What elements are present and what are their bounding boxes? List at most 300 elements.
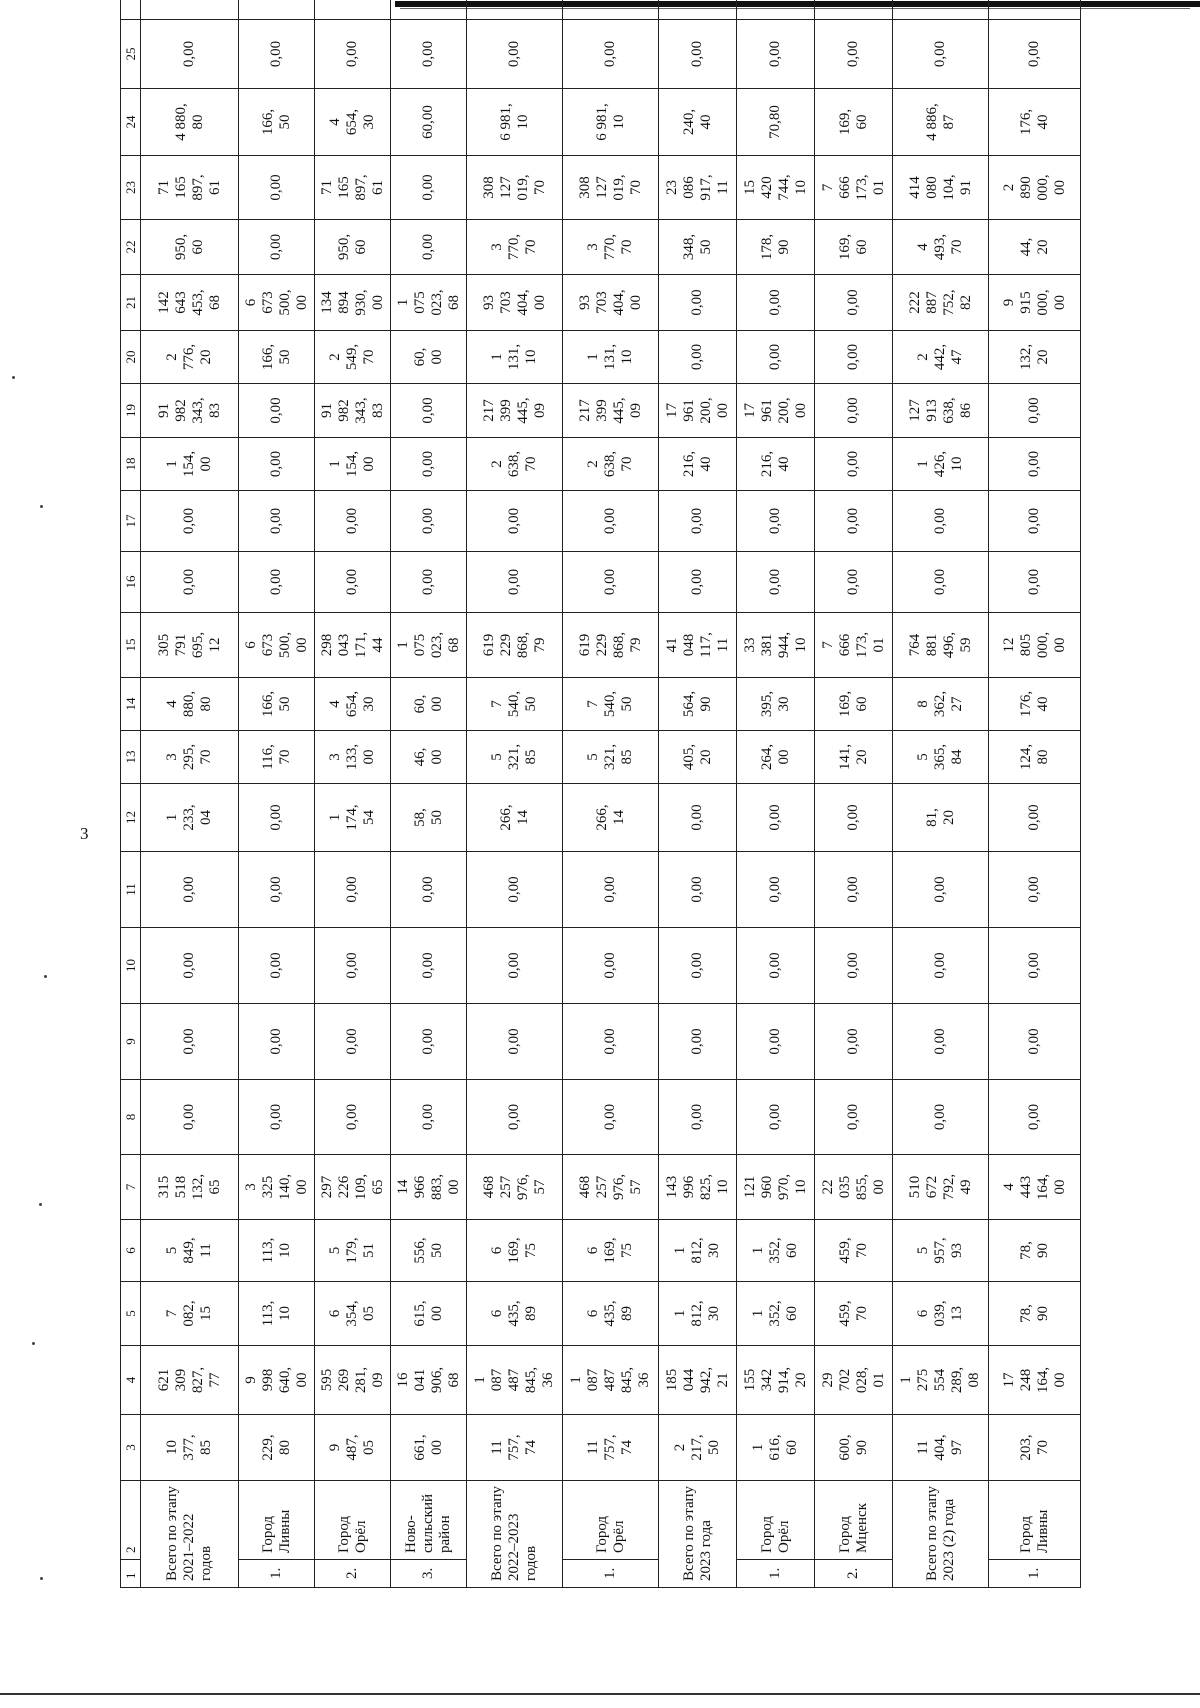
cell-line: 29 [819,1372,836,1388]
cell-line: 200, [775,397,792,424]
table-cell [737,1415,815,1481]
cell-line: 1 [672,1246,688,1255]
cell-line: 40 [697,114,714,130]
cell-line: 30 [706,1243,722,1258]
cell-line: 0,00 [344,1103,360,1131]
cell-line: 880, [181,690,197,718]
cell-line: 20 [853,749,870,765]
table-cell [239,1346,315,1415]
cell-line: 043 [335,633,352,657]
table-cell [391,275,467,331]
cell-line: 269 [335,1368,352,1392]
cell-line: 4 [164,700,180,708]
cell-line: 1 [915,460,931,468]
column-header: 19 [121,384,141,438]
cell-line: 0,00 [420,1103,436,1131]
cell-line: 14 [394,1179,411,1195]
cell-line [181,0,198,18]
table-cell [989,1155,1081,1220]
table-cell [467,156,563,220]
cell-line: 30 [361,696,377,712]
scan-speck [12,376,15,379]
cell-line: 0,00 [602,568,618,596]
table-cell [815,1080,893,1155]
cell-line: 40 [1034,696,1051,712]
cell-line: 4 [327,700,343,708]
table-cell [141,156,239,220]
table-cell [893,678,989,731]
cell-line: 173, [853,631,870,659]
cell-line: 0,00 [344,952,360,979]
table-cell [815,20,893,89]
cell-line: 81, [923,808,940,827]
table-cell [815,1155,893,1220]
cell-line: 266, [497,804,514,831]
cell-line: 868, [514,631,531,659]
cell-line: 90 [853,1440,870,1455]
cell-line: 0,00 [932,952,948,979]
cell-line: 996 [680,1175,697,1199]
cell-line: 640, [276,1366,293,1394]
table-cell [141,220,239,275]
cell-line: 0,00 [845,804,861,831]
table-cell [989,613,1081,678]
cell-line: 289, [949,1366,965,1394]
cell-line: 3 [489,243,505,251]
cell-line: 70 [198,749,214,765]
cell-line: 404, [514,289,531,316]
cell-line: 117, [697,632,714,658]
row-number: 3. [391,1560,467,1588]
table-cell [239,1155,315,1220]
table-cell [467,89,563,156]
cell-line: 10 [276,1306,293,1321]
cell-line: 00 [775,749,792,765]
table-cell [659,1220,737,1282]
table-row [391,0,467,1588]
cell-line: 50 [428,810,445,825]
cell-line: 295, [181,743,197,771]
table-cell [563,0,659,20]
cell-line: 0,00 [420,876,436,903]
table-cell [391,928,467,1004]
row-number: 1. [239,1560,315,1588]
table-cell [737,89,815,156]
cell-line: 4 [915,243,931,251]
cell-line: 90 [1034,1306,1051,1321]
cell-line: 752, [940,289,957,316]
cell-line: 435, [602,1300,618,1327]
table-cell [989,731,1081,784]
cell-line: 00 [1051,1372,1068,1388]
cell-line: 0,00 [1026,804,1042,831]
table-cell [141,89,239,156]
table-cell [315,1220,391,1282]
table-cell [141,731,239,784]
table-cell [467,1220,563,1282]
cell-line: 0,00 [268,507,284,535]
table-cell [563,220,659,275]
cell-line: 164, [1034,1366,1051,1394]
cell-line: 487 [602,1368,618,1392]
cell-line: 71 [155,180,172,195]
cell-line: 792, [940,1173,957,1201]
cell-line: 70 [853,1243,870,1258]
cell-line: 09 [627,403,644,418]
cell-line: 36 [540,1372,556,1388]
cell-line: 165 [172,176,189,199]
cell-line: 10 [619,349,635,365]
cell-line: 10 [276,1243,293,1258]
cell-line: 08 [966,1372,982,1388]
table-cell [659,613,737,678]
cell-line: 70 [523,456,539,472]
cell-line: 10 [514,114,531,130]
table-cell [467,491,563,552]
table-cell [563,784,659,852]
cell-line: 6 [915,1309,931,1318]
cell-line: 00 [428,349,445,365]
column-header: 3 [121,1415,141,1481]
cell-line: 643 [172,291,189,314]
cell-line: 0,00 [1026,952,1042,979]
cell-line: 75 [523,1243,539,1258]
cell-line: 0,00 [602,952,618,979]
cell-line: 343, [352,397,369,424]
cell-line: 621 [155,1368,172,1392]
cell-line: 849, [181,1237,197,1264]
cell-line: 10 [523,349,539,365]
cell-line: 445, [610,397,627,424]
cell-line: 68 [445,637,462,653]
table-cell [815,1415,893,1481]
cell-line: 776, [181,343,197,371]
table-cell [391,1155,467,1220]
cell-line: 961 [680,399,697,422]
cell-line: 845, [619,1366,635,1394]
cell-line: 887 [923,291,940,314]
table-cell [391,731,467,784]
cell-line: 0,00 [420,568,436,596]
cell-line: 600, [836,1434,853,1461]
cell-line: 2 [672,1443,688,1452]
table-cell [315,1004,391,1080]
cell-line: 308 [576,176,593,199]
table-cell [315,1080,391,1155]
cell-line: 0,00 [689,289,705,316]
table-cell [989,220,1081,275]
row-label: Город Ливны [239,1481,315,1560]
table-cell [563,491,659,552]
table-cell [989,438,1081,491]
cell-line: 109, [352,1173,369,1201]
row-label: Город Ливны [989,1481,1081,1560]
table-cell [391,852,467,928]
table-cell [315,275,391,331]
cell-line: 75 [619,1243,635,1258]
cell-line: 0,00 [181,568,197,596]
table-cell [989,275,1081,331]
table-cell [239,678,315,731]
cell-line: 30 [706,1306,722,1321]
cell-line: 325 [259,1175,276,1199]
cell-line: 00 [1051,180,1068,195]
cell-line: 00 [445,1179,462,1195]
table-cell [141,1220,239,1282]
table-cell [239,731,315,784]
cell-line: 50 [428,1243,445,1258]
cell-line: 133, [344,743,360,771]
cell-line: 961 [758,399,775,422]
cell-line [602,0,619,18]
table-cell [467,275,563,331]
table-cell [893,1004,989,1080]
cell-line: 248 [1017,1368,1034,1392]
table-cell [989,678,1081,731]
cell-line: 51 [361,1243,377,1258]
cell-line: 7 [585,700,601,708]
cell-line: 00 [369,295,386,310]
cell-line: 226 [335,1175,352,1199]
cell-line: 404, [932,1434,948,1461]
cell-line: 500, [276,631,293,659]
cell-line: 930, [352,289,369,316]
cell-line: 414 [906,176,923,199]
cell-line: 40 [775,456,792,472]
cell-line: 60 [853,239,870,255]
cell-line: 0,00 [420,507,436,535]
table-cell [467,613,563,678]
table-cell [815,384,893,438]
cell-line: 11 [489,1440,505,1455]
table-row [815,0,893,1588]
table-cell [815,156,893,220]
cell-line: 0,00 [268,952,284,979]
column-header: 17 [121,491,141,552]
table-cell [893,731,989,784]
table-cell [141,491,239,552]
summary-row [659,0,737,1588]
cell-line: 89 [523,1306,539,1321]
cell-line: 20 [697,749,714,765]
table-cell [737,438,815,491]
cell-line: 20 [198,349,214,365]
table-row [239,0,315,1588]
cell-line: 41 [663,637,680,653]
cell-line: 354, [344,1300,360,1327]
row-label: Город Орёл [563,1481,659,1560]
table-cell [737,331,815,384]
cell-line: 93 [480,295,497,310]
column-header: 18 [121,438,141,491]
cell-line: 229 [593,633,610,657]
cell-line: 9 [1000,298,1017,307]
table-cell [815,613,893,678]
cell-line: 178, [758,233,775,261]
cell-line: 5 [327,1246,343,1255]
cell-line: 154, [181,450,197,478]
cell-line: 075 [411,633,428,657]
cell-line: 70 [949,239,965,255]
data-table [120,0,1081,1588]
cell-line: 654, [344,108,360,136]
table-cell [659,1004,737,1080]
cell-line: 49 [957,1179,974,1195]
cell-line: 6 981, [593,103,610,141]
cell-line: 10 [792,1179,809,1195]
table-cell [391,220,467,275]
cell-line: 90 [697,696,714,712]
cell-line: 493, [932,233,948,261]
cell-line: 0,00 [767,507,783,535]
column-header: 9 [121,1004,141,1080]
table-cell [467,1282,563,1346]
cell-line: 60 [352,239,369,255]
cell-line: 60 [189,239,206,255]
cell-line: 154, [344,450,360,478]
cell-line: 426, [932,450,948,478]
cell-line: 60 [853,696,870,712]
cell-line: 169, [836,690,853,718]
cell-line [1026,0,1043,18]
cell-line: 87 [940,114,957,130]
cell-line: 127 [906,399,923,422]
column-header: 25 [121,20,141,89]
cell-line: 0,00 [506,40,522,68]
column-header: 23 [121,156,141,220]
cell-line: 166, [259,343,276,371]
cell-line: 60, [411,694,428,714]
cell-line: 3 [585,243,601,251]
summary-label: Всего по этапу 2023 (2) года [893,1481,989,1588]
cell-line: 666 [836,633,853,657]
cell-line: 217 [576,399,593,422]
cell-line: 44, [1017,237,1034,257]
cell-line: 0,00 [420,952,436,979]
table-cell [893,20,989,89]
cell-line: 459, [836,1237,853,1264]
table-cell [659,0,737,20]
table-cell [815,1220,893,1282]
cell-line: 0,00 [268,450,284,478]
cell-line: 0,00 [420,174,436,201]
table-row [989,0,1081,1588]
cell-line: 143 [663,1175,680,1199]
cell-line: 661, [411,1434,428,1461]
row-number: 1. [563,1560,659,1588]
table-cell [141,0,239,20]
cell-line: 6 [242,641,259,649]
table-cell [315,491,391,552]
table-cell [989,1415,1081,1481]
cell-line: 104, [940,174,957,201]
cell-line: 445, [514,397,531,424]
cell-line: 0,00 [268,1028,284,1055]
cell-line: 0,00 [268,876,284,903]
cell-line: 0,00 [268,397,284,424]
row-number: 1. [737,1560,815,1588]
table-cell [467,331,563,384]
cell-line: 086 [680,176,697,199]
table-cell [239,220,315,275]
cell-line: 757, [602,1434,618,1461]
cell-line: 309 [172,1368,189,1392]
table-cell [391,491,467,552]
cell-line: 0,00 [767,289,783,316]
table-cell [659,89,737,156]
column-header: 12 [121,784,141,852]
table-cell [737,1080,815,1155]
cell-line: 0,00 [1026,450,1042,478]
cell-line: 142 [155,291,172,314]
cell-line: 85 [198,1440,214,1455]
cell-line [506,0,523,18]
table-cell [659,275,737,331]
cell-line: 174, [344,804,360,831]
table-cell [315,331,391,384]
table-cell [391,1346,467,1415]
cell-line: 155 [741,1368,758,1392]
cell-line: 264, [758,743,775,771]
table-cell [391,156,467,220]
cell-line: 79 [531,637,548,653]
cell-line: 000, [1034,289,1051,316]
table-cell [239,331,315,384]
cell-line: 770, [602,233,618,261]
cell-line: 812, [689,1300,705,1327]
table-cell [141,1155,239,1220]
table-cell [563,852,659,928]
cell-line: 1 [568,1376,584,1384]
cell-line: 0,00 [268,804,284,831]
cell-line: 124, [1017,743,1034,771]
cell-line: 257 [593,1175,610,1199]
cell-line: 827, [189,1366,206,1394]
table-cell [737,928,815,1004]
cell-line: 365, [932,743,948,771]
cell-line: 217, [689,1434,705,1461]
table-cell [239,1220,315,1282]
cell-line: 487 [506,1368,522,1392]
table-cell [467,731,563,784]
cell-line: 85 [619,749,635,765]
column-header: 14 [121,678,141,731]
cell-line: 00 [792,403,809,418]
table-cell [989,0,1081,20]
cell-line: 82 [957,295,974,310]
cell-line: 12 [1000,637,1017,653]
cell-line: 86 [957,403,974,418]
summary-label: Всего по этапу 2022–2023 годов [467,1481,563,1588]
cell-line: 082, [181,1300,197,1327]
table-cell [315,731,391,784]
cell-line: 0,00 [845,343,861,371]
cell-line: 2 [489,460,505,468]
cell-line: 30 [775,696,792,712]
table-cell [989,20,1081,89]
table-cell [737,1282,815,1346]
cell-line: 169, [836,108,853,136]
cell-line: 00 [870,1179,887,1195]
cell-line: 80 [198,696,214,712]
table-cell [563,613,659,678]
cell-line: 50 [276,114,293,130]
cell-line: 0,00 [181,40,197,68]
cell-line: 0,00 [767,40,783,68]
cell-line: 0,00 [767,804,783,831]
cell-line: 10 [949,456,965,472]
cell-line: 0,00 [181,1028,197,1055]
